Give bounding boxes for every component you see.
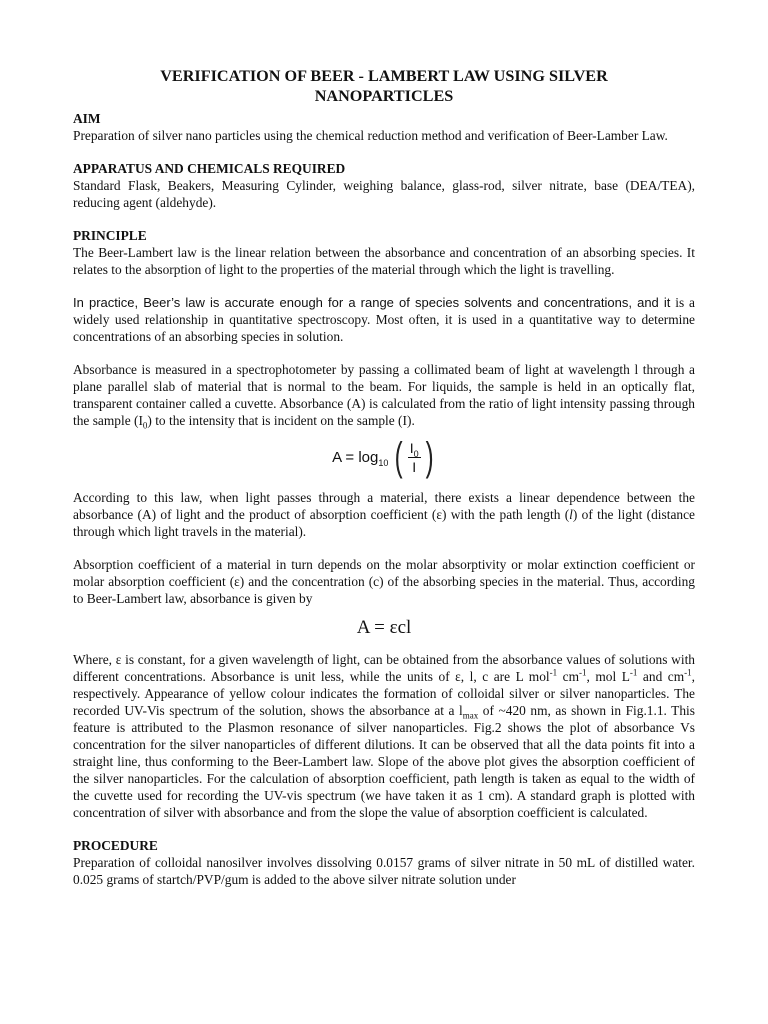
beer-lambert-equation: A = εcl	[356, 616, 412, 638]
apparatus-heading: APPARATUS AND CHEMICALS REQUIRED	[73, 161, 346, 176]
equation-lhs	[332, 449, 388, 466]
sup-1: -1	[549, 667, 558, 678]
units-text-e: , respectively. Appearance of yellow colour indicates the formation of colloidal silver or silver nanoparticles. The recorded UV-Vis spectrum of the solution, shows the absorbance at a l	[73, 669, 695, 718]
sup-2: -1	[579, 667, 587, 678]
principle-paragraph-2	[73, 294, 695, 345]
units-text-b: cm	[557, 669, 579, 684]
absorbance-equation	[73, 435, 695, 479]
sup-4: -1	[684, 667, 692, 678]
equation-fraction-group	[392, 437, 436, 477]
units-text-f: of ~420 nm, as shown in Fig.1.1. This feature is attributed to the Plasmon resonance of silver nanoparticles. Fig.2 shows the plot of absorbance Vs concentration for the silver nanoparticles of different dilutions. It can be observed that all the data points fit into a straight line, thus conforming to the Beer-Lambert law. Slope of the above plot gives the absorption coefficient of the silver nanoparticles. For the calculation of absorption coefficient, path length is taken as equal to the width of the cuvette used for recording the UV-vis spectrum (we have taken it as 1 cm). A standard graph is plotted with concentration of silver with absorbance and from the slope the value of absorption coefficient is calculated.	[73, 703, 695, 820]
law-text-b: ) of the light (distance through which light travels in the material).	[73, 507, 695, 539]
path-length-symbol: l	[569, 507, 573, 522]
aim-heading: AIM	[73, 111, 101, 126]
aim-section	[73, 110, 695, 144]
procedure-section	[73, 837, 695, 888]
procedure-text: Preparation of colloidal nanosilver involves dissolving 0.0157 grams of silver nitrate in 50 mL of distilled water. 0.025 grams of startch/PVP/gum is added to the above silver nitrate solution under	[73, 855, 695, 887]
equation-fraction	[406, 439, 423, 476]
principle-paragraph-6	[73, 651, 695, 821]
apparatus-section	[73, 160, 695, 211]
title-line-1: VERIFICATION OF BEER - LAMBERT LAW USING SILVER	[160, 67, 608, 85]
units-text-a: Where, ε is constant, for a given wavelength of light, can be obtained from the absorbance values of solutions with different concentrations. Absorbance is unit less, while the units of ε, l, c are L mol	[73, 652, 695, 684]
aim-text: Preparation of silver nano particles using the chemical reduction method and verification of Beer-Lamber Law.	[73, 128, 668, 143]
units-text-c: , mol L	[586, 669, 630, 684]
absorbance-text-b: ) to the intensity that is incident on the sample (I).	[147, 413, 415, 428]
log-label: A = log	[332, 448, 379, 466]
document-title	[73, 66, 695, 106]
principle-paragraph-4	[73, 489, 695, 540]
units-text-d: and cm	[637, 669, 685, 684]
right-paren: )	[425, 435, 434, 479]
law-text-a: According to this law, when light passes through a material, there exists a linear dependence between the absorbance (A) of light and the product of absorption coefficient (ε) with the path length (	[73, 490, 695, 522]
i0-subscript: 0	[142, 420, 148, 431]
numerator-subscript: 0	[413, 448, 419, 459]
sup-3: -1	[629, 667, 638, 678]
apparatus-text: Standard Flask, Beakers, Measuring Cylinder, weighing balance, glass-rod, silver nitrate, base (DEA/TEA), reducing agent (aldehyde).	[73, 178, 695, 210]
procedure-heading: PROCEDURE	[73, 838, 158, 853]
principle-paragraph-1: The Beer-Lambert law is the linear relation between the absorbance and concentration of an absorbing species. It relates to the absorption of light to the properties of the material through which the light is travelling.	[73, 245, 695, 277]
absorbance-text-a: Absorbance is measured in a spectrophotometer by passing a collimated beam of light at wavelength l through a plane parallel slab of material that is normal to the beam. For liquids, the sample is held in an optically flat, transparent container called a cuvette. Absorbance (A) is calculated from the ratio of light intensity passing through the sample (I	[73, 362, 695, 428]
principle-paragraph-5: Absorption coefficient of a material in turn depends on the molar absorptivity or molar extinction coefficient or molar absorption coefficient (ε) and the concentration (c) of the absorbing species in the material. Thus, according to Beer-Lambert law, absorbance is given by	[73, 557, 695, 606]
fraction-numerator	[408, 439, 421, 458]
principle-heading: PRINCIPLE	[73, 228, 147, 243]
principle-section	[73, 227, 695, 821]
log-base: 10	[378, 457, 389, 468]
principle-paragraph-3	[73, 361, 695, 429]
lmax-subscript: max	[462, 710, 479, 721]
fraction-denominator: I	[412, 458, 417, 475]
title-line-2: NANOPARTICLES	[314, 87, 454, 105]
practice-sentence: In practice, Beer’s law is accurate enough for a range of species solvents and concentrations, and it	[73, 295, 671, 310]
practice-continuation: is a widely used relationship in quantitative spectroscopy. Most often, it is used in a quantitative way to determine concentrations of an absorbing species in solution.	[73, 295, 695, 344]
numerator-symbol: I	[409, 439, 414, 456]
left-paren: (	[395, 435, 404, 479]
